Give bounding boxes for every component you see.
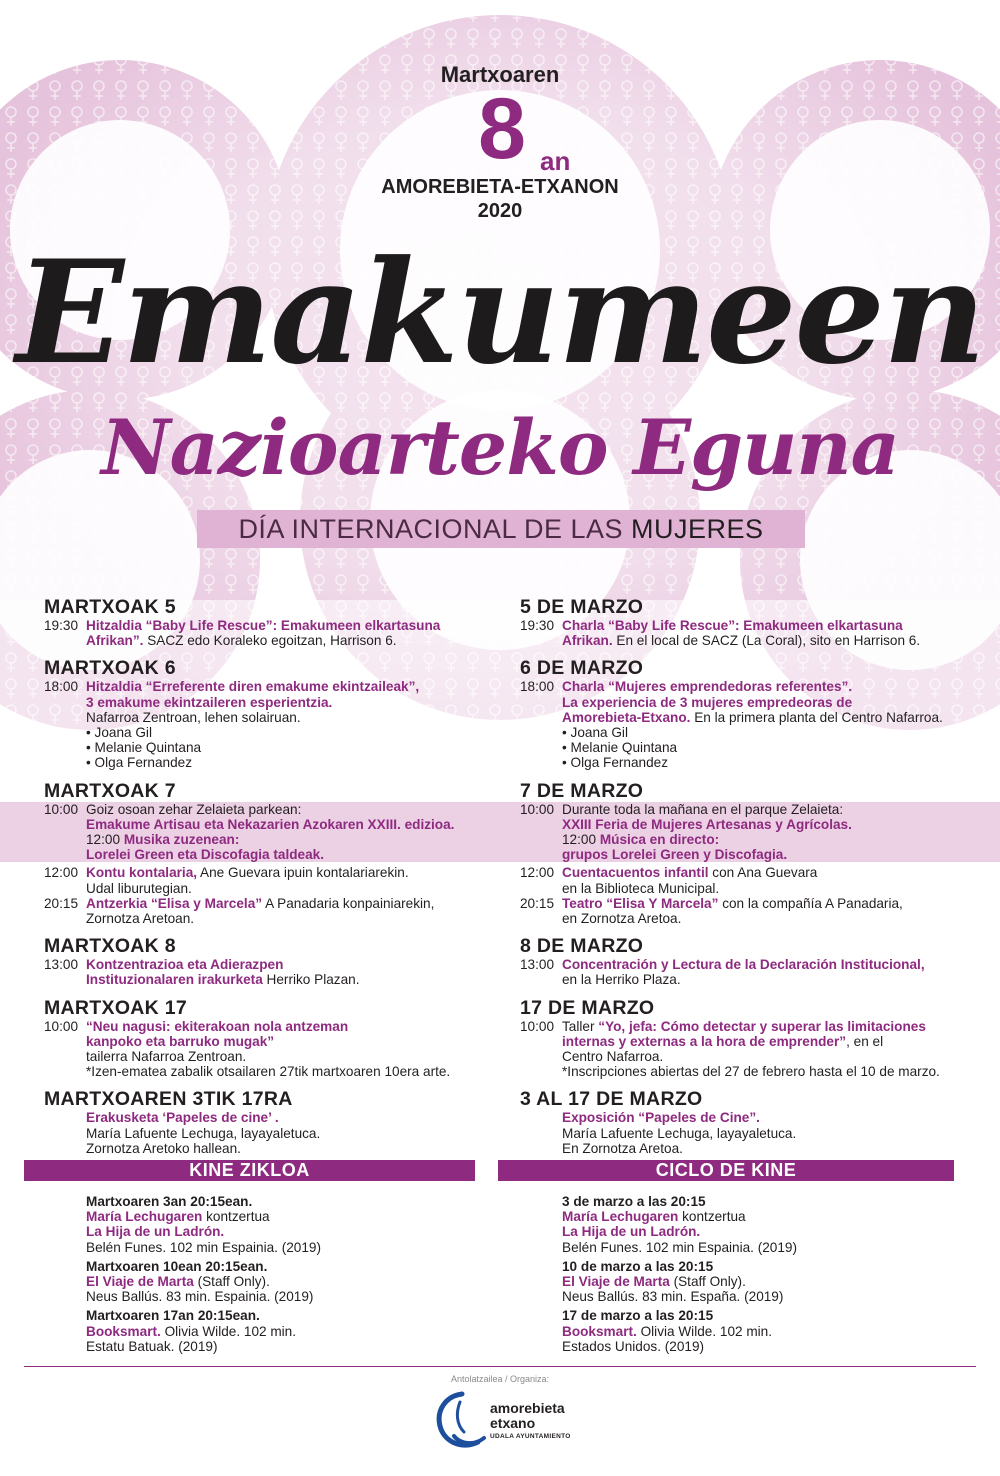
speaker-item: • Joana Gil [86, 725, 514, 740]
speaker-item: • Olga Fernandez [562, 755, 990, 770]
event [44, 679, 514, 770]
event-place: En el local de SACZ (La Coral), sito en Harrison 6. [612, 633, 921, 649]
film-desc: (Staff Only). [669, 1274, 746, 1290]
section-martxoak-8 [44, 935, 514, 987]
section-heading: MARTXOAK 5 [44, 596, 176, 618]
event-title: Hitzaldia “Erreferente diren emakume ekintzaileak”, [86, 679, 420, 695]
event-place: en la Herriko Plaza. [562, 972, 681, 988]
program-basque [44, 596, 514, 1165]
event-time: 12:00 [44, 865, 79, 881]
speaker-item: • Olga Fernandez [86, 755, 514, 770]
title-emakumeen: Emakumeen [15, 230, 985, 396]
event-title: “Neu nagusi: ekiterakoan nola antzeman [86, 1018, 349, 1034]
event [44, 1110, 514, 1156]
event-title: Emakume Artisau eta Nekazarien Azokaren XXIII. edizioa. [86, 816, 455, 832]
event [44, 1019, 514, 1080]
event [520, 802, 1000, 863]
event-place: Zornotza Aretoan. [86, 911, 195, 927]
film-title: Booksmart. [562, 1323, 637, 1339]
event-time: 13:00 [44, 957, 79, 973]
event-time: 12:00 [520, 865, 555, 881]
event [44, 957, 514, 987]
event-title-cont: Afrikan”. [86, 633, 144, 649]
event-title: Hitzaldia “Baby Life Rescue”: Emakumeen elkartasuna [86, 618, 441, 633]
film-date: 10 de marzo a las 20:15 [562, 1258, 714, 1274]
section-5-de-marzo [520, 596, 990, 648]
film-title: Booksmart. [86, 1323, 161, 1339]
section-martxoak-17 [44, 997, 514, 1080]
section-martxoak-5 [44, 596, 514, 648]
event-place: Herriko Plazan. [262, 972, 360, 988]
event-title-cont: Afrikan. [562, 633, 613, 649]
logo-text-amorebieta: amorebieta [490, 1400, 565, 1416]
film-title: La Hija de un Ladrón. [562, 1224, 701, 1240]
event-place: Goiz osoan zehar Zelaieta parkean: [86, 801, 302, 817]
event-title: Exposición “Papeles de Cine”. [562, 1110, 760, 1126]
speaker-item: • Joana Gil [562, 725, 990, 740]
header-date-number: 8 [478, 81, 526, 177]
event-time: 20:15 [44, 895, 79, 911]
band-text-b: MUJERES [631, 514, 764, 544]
event-title: Kontu kontalaria, [86, 865, 198, 881]
organizer-label: Antolatzailea / Organiza: [450, 1374, 550, 1384]
section-heading: 5 DE MARZO [520, 596, 644, 618]
event-title: Antzerkia “Elisa y Marcela” [86, 895, 263, 911]
event-desc: con Ana Guevara [708, 865, 818, 881]
event-place: SACZ edo Koraleko egoitzan, Harrison 6. [143, 633, 397, 649]
event-desc: con la compañía A Panadaria, [718, 895, 903, 911]
event-title: Musika zuzenean: [123, 832, 240, 848]
event [520, 1110, 990, 1156]
film-list-basque [86, 1194, 486, 1358]
film-desc: Olivia Wilde. 102 min. [636, 1323, 773, 1339]
event-place: tailerra Nafarroa Zentroan. [86, 1049, 247, 1065]
amorebieta-etxano-logo [432, 1388, 602, 1458]
section-heading: MARTXOAK 17 [44, 996, 188, 1019]
event-title-cont: 3 emakume ekintzaileren esperientzia. [86, 694, 333, 710]
section-heading: 17 DE MARZO [520, 996, 655, 1019]
event-title-cont: Instituzionalaren irakurketa [86, 972, 263, 988]
film-title: María Lechugaren [86, 1209, 203, 1225]
film-desc: kontzertua [202, 1209, 270, 1225]
event [520, 896, 990, 926]
event-title: Erakusketa ‘Papeles de cine’ . [86, 1110, 279, 1126]
event-title-cont: Lorelei Green eta Discofagia taldeak. [86, 847, 324, 863]
event-time: 13:00 [520, 957, 555, 973]
program-spanish [520, 596, 990, 1165]
event [520, 1019, 990, 1080]
event-title: “Yo, jefa: Cómo detectar y superar las limitaciones [598, 1018, 926, 1034]
event [520, 618, 990, 648]
event-desc: , en el [846, 1033, 884, 1049]
film-item [562, 1259, 962, 1305]
section-heading: MARTXOAK 7 [44, 779, 176, 802]
header-date-suffix: an [540, 146, 571, 176]
band-text-a: DÍA INTERNACIONAL DE LAS [238, 514, 632, 544]
film-title: La Hija de un Ladrón. [86, 1224, 225, 1240]
event-desc: María Lafuente Lechuga, layayaletuca. [86, 1125, 321, 1141]
header-town: AMOREBIETA-ETXANON [381, 176, 619, 198]
section-17-de-marzo [520, 997, 990, 1080]
ciclo-de-kine-bar: CICLO DE KINE [498, 1160, 954, 1181]
event [44, 802, 534, 863]
film-date: 17 de marzo a las 20:15 [562, 1308, 714, 1324]
film-item [86, 1194, 486, 1255]
film-item [86, 1308, 486, 1354]
section-heading: 8 DE MARZO [520, 935, 644, 958]
event-place: en la Biblioteca Municipal. [562, 880, 720, 896]
film-date: 3 de marzo a las 20:15 [562, 1194, 706, 1209]
event-time: 10:00 [520, 1018, 555, 1034]
section-heading: 3 AL 17 DE MARZO [520, 1088, 703, 1111]
event-title: Cuentacuentos infantil [562, 865, 709, 881]
film-title: El Viaje de Marta [86, 1274, 194, 1290]
logo-swirl-icon [432, 1388, 492, 1458]
film-title: El Viaje de Marta [562, 1274, 670, 1290]
film-item [86, 1259, 486, 1305]
event-time: 19:30 [520, 618, 555, 633]
film-list-spanish [562, 1194, 962, 1358]
event-time: 10:00 [520, 801, 555, 817]
event [44, 865, 514, 895]
film-title: María Lechugaren [562, 1209, 679, 1225]
event-desc: A Panadaria konpainiarekin, [262, 895, 435, 911]
event-desc: Taller [562, 1018, 599, 1034]
section-exhibition [44, 1088, 514, 1156]
section-8-de-marzo [520, 935, 990, 987]
event-time: 20:15 [520, 895, 555, 911]
event-note: *Inscripciones abiertas del 27 de febrero hasta el 10 de marzo. [562, 1064, 940, 1080]
film-desc: Olivia Wilde. 102 min. [160, 1323, 297, 1339]
event-title: Kontzentrazioa eta Adierazpen [86, 957, 284, 973]
section-heading: 7 DE MARZO [520, 779, 644, 802]
event-desc: Ane Guevara ipuin kontalariarekin. [197, 865, 409, 881]
film-credits: Belén Funes. 102 min Espainia. (2019) [86, 1239, 322, 1255]
film-date: Martxoaren 17an 20:15ean. [86, 1308, 260, 1324]
event-title: Teatro “Elisa Y Marcela” [562, 895, 719, 911]
logo-text-udala: UDALA AYUNTAMIENTO [490, 1433, 571, 1440]
event-desc: María Lafuente Lechuga, layayaletuca. [562, 1125, 797, 1141]
event-place: Udal liburutegian. [86, 880, 192, 896]
section-7-de-marzo [520, 780, 990, 927]
film-item [562, 1194, 962, 1255]
event-title: Música en directo: [599, 832, 720, 848]
event-time: 18:00 [520, 679, 555, 695]
section-martxoak-7 [44, 780, 514, 927]
event [44, 618, 514, 648]
section-heading: MARTXOAK 6 [44, 657, 176, 680]
section-martxoak-6 [44, 657, 514, 770]
speaker-item: • Melanie Quintana [86, 740, 514, 755]
film-date: Martxoaren 10ean 20:15ean. [86, 1258, 268, 1274]
header-martxoaren: Martxoaren [440, 62, 560, 87]
header-year: 2020 [477, 200, 523, 222]
section-heading: MARTXOAK 8 [44, 935, 176, 958]
film-credits: Estados Unidos. (2019) [562, 1338, 705, 1354]
logo-text-etxano: etxano [490, 1415, 536, 1431]
event-time: 10:00 [44, 1018, 79, 1034]
title-nazioarteko-eguna: Nazioarteko Eguna [101, 403, 899, 492]
event-place: Durante toda la mañana en el parque Zelaieta: [562, 801, 844, 817]
section-exposicion [520, 1088, 990, 1156]
event-place: En Zornotza Aretoa. [562, 1140, 683, 1156]
event-title-cont: Amorebieta-Etxano. [562, 709, 691, 725]
event-place: En la primera planta del Centro Nafarroa. [690, 709, 943, 725]
event [520, 957, 990, 987]
event-time: 12:00 [562, 832, 597, 848]
event-time: 10:00 [44, 801, 79, 817]
event-title: Charla “Baby Life Rescue”: Emakumeen elkartasuna [562, 618, 903, 633]
event-title-cont: grupos Lorelei Green y Discofagia. [562, 847, 788, 863]
event-note: *Izen-ematea zabalik otsailaren 27tik martxoaren 10era arte. [86, 1064, 451, 1080]
event-place: en Zornotza Aretoa. [562, 911, 682, 927]
film-item [562, 1308, 962, 1354]
event-time: 19:30 [44, 618, 79, 633]
film-credits: Neus Ballús. 83 min. Espainia. (2019) [86, 1289, 314, 1305]
event-title: XXIII Feria de Mujeres Artesanas y Agrícolas. [562, 816, 852, 832]
highlight-box [0, 802, 534, 863]
event-title-cont: La experiencia de 3 mujeres empredeoras de [562, 694, 853, 710]
film-credits: Estatu Batuak. (2019) [86, 1338, 218, 1354]
section-heading: 6 DE MARZO [520, 657, 644, 680]
event-title: Concentración y Lectura de la Declaración Institucional, [562, 957, 925, 973]
event [44, 896, 514, 926]
event-place: Centro Nafarroa. [562, 1049, 664, 1065]
event [520, 865, 990, 895]
event-time: 12:00 [86, 832, 121, 848]
event-title: Charla “Mujeres emprendedoras referentes”. [562, 679, 853, 695]
event-title-cont: internas y externas a la hora de emprender” [562, 1033, 847, 1049]
event-place: Nafarroa Zentroan, lehen solairuan. [86, 709, 301, 725]
event-title-cont: kanpoko eta barruko mugak” [86, 1033, 275, 1049]
film-date: Martxoaren 3an 20:15ean. [86, 1194, 253, 1209]
film-desc: (Staff Only). [193, 1274, 270, 1290]
film-credits: Belén Funes. 102 min Espainia. (2019) [562, 1239, 798, 1255]
event-time: 18:00 [44, 679, 79, 695]
film-credits: Neus Ballús. 83 min. España. (2019) [562, 1289, 784, 1305]
event-place: Zornotza Aretoko hallean. [86, 1140, 241, 1156]
kine-zikloa-bar: KINE ZIKLOA [24, 1160, 475, 1181]
speaker-item: • Melanie Quintana [562, 740, 990, 755]
event [520, 679, 990, 770]
section-6-de-marzo [520, 657, 990, 770]
film-desc: kontzertua [678, 1209, 746, 1225]
footer-divider [24, 1366, 976, 1367]
spanish-title-band [197, 510, 805, 548]
section-heading: MARTXOAREN 3TIK 17RA [44, 1088, 293, 1111]
highlight-box [508, 802, 1000, 863]
